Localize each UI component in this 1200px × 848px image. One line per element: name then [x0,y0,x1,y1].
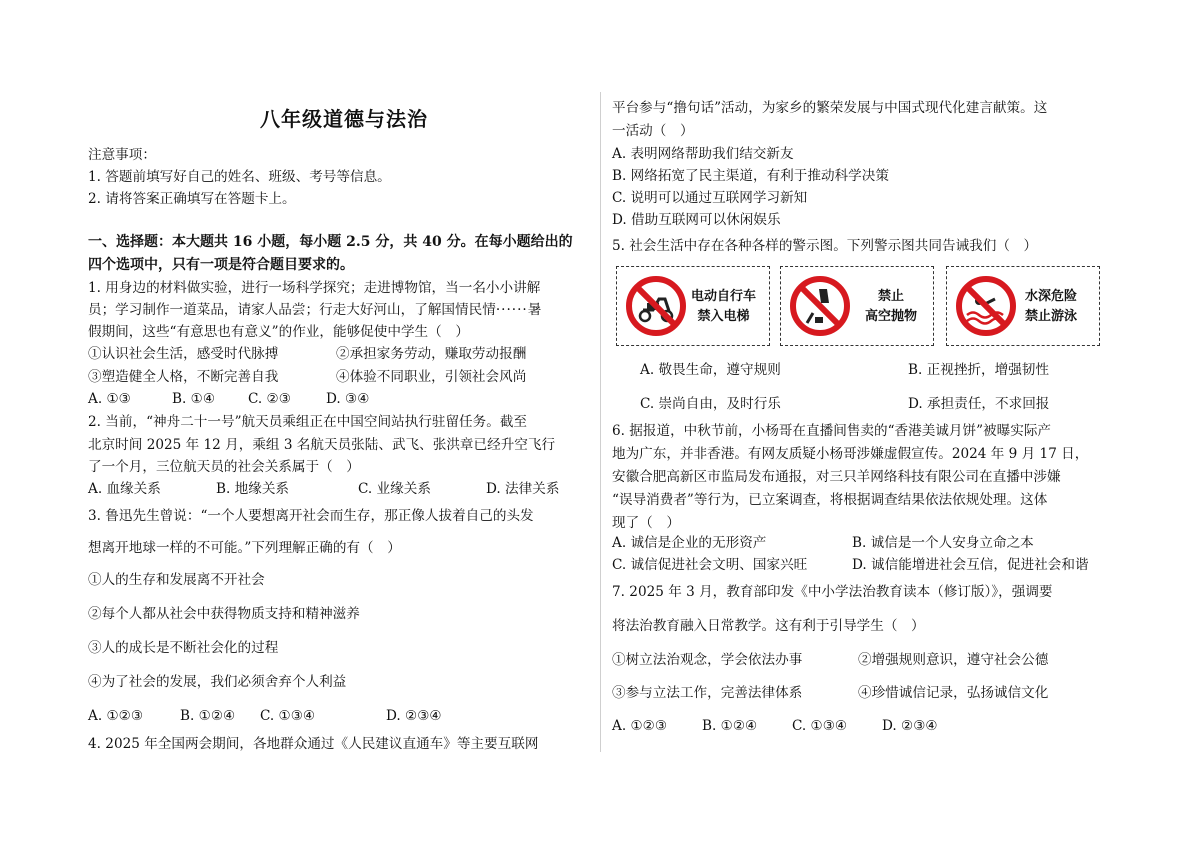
section-heading: 一、选择题：本大题共 16 小题，每小题 2.5 分，共 40 分。在每小题给出的 [88,234,573,250]
option-b: B. 诚信是一个人安身立命之本 [852,535,1034,551]
option-c: C. 诚信促进社会文明、国家兴旺 [612,557,808,573]
option-c: C. ②③ [248,391,291,407]
option-a: A. 表明网络帮助我们结交新友 [612,146,794,162]
option-b: B. 正视挫折，增强韧性 [908,362,1049,378]
ellipsis: ······ [495,302,528,318]
option-d: D. 诚信能增进社会互信，促进社会和谐 [852,557,1089,573]
option-c: C. 业缘关系 [358,481,431,497]
question-3-text: 想离开地球一样的不可能。”下列理解正确的有（ ） [88,540,401,556]
statement: ④体验不同职业，引领社会风尚 [336,369,527,385]
notice-item: 2. 请将答案正确填写在答题卡上。 [88,191,296,207]
question-2-text: 2. 当前，“神舟二十一号”航天员乘组正在中国空间站执行驻留任务。截至 [88,414,528,430]
statement: ④为了社会的发展，我们必须舍弃个人利益 [88,674,347,690]
q1-text-part: 员；学习制作一道菜品，请家人品尝；行走大好河山，了解国情民情 [88,302,496,318]
no-swimming-icon [955,275,1017,337]
sign-caption-line: 禁入电梯 [697,309,750,324]
option-b: B. ①②④ [702,718,758,734]
no-ebike-icon [625,275,687,337]
statement: ①人的生存和发展离不开社会 [88,572,265,588]
question-6-text: 地为广东，并非香港。有网友质疑小杨哥涉嫌虚假宣传。2024 年 9 月 17 日， [612,446,1089,462]
option-d: D. 承担责任，不求回报 [908,396,1050,412]
sign-caption [691,287,756,327]
question-7-text: 将法治教育融入日常教学。这有利于引导学生（ ） [612,618,925,634]
question-4-text: 4. 2025 年全国两会期间，各地群众通过《人民建议直通车》等主要互联网 [88,736,539,752]
option-c: C. 说明可以通过互联网学习新知 [612,190,808,206]
sign-caption-line: 禁止 [878,289,905,304]
option-d: D. 借助互联网可以休闲娱乐 [612,212,781,228]
question-1-text [88,301,541,319]
section-heading: 四个选项中，只有一项是符合题目要求的。 [88,257,354,273]
sign-caption-line: 电动自行车 [691,289,757,304]
question-3-text: 3. 鲁迅先生曾说：“一个人要想离开社会而生存，那正像人拔着自己的头发 [88,508,534,524]
notice-heading: 注意事项： [88,147,156,163]
page-title: 八年级道德与法治 [260,107,428,131]
q1-text-part: 暑 [527,302,542,318]
option-c: C. ①③④ [792,718,848,734]
sign-caption-line: 水深危险 [1025,289,1078,304]
option-d: D. ②③④ [882,718,938,734]
option-b: B. ①④ [172,391,216,407]
question-1-text: 假期间，这些“有意思也有意义”的作业，能够促使中学生（ ） [88,324,469,340]
statement: ③人的成长是不断社会化的过程 [88,640,279,656]
option-b: B. 地缘关系 [216,481,290,497]
option-d: D. 法律关系 [486,481,560,497]
option-a: A. ①②③ [612,718,668,734]
warning-sign-ebike [616,266,770,346]
option-a: A. ①③ [88,391,131,407]
option-c: C. ①③④ [260,708,316,724]
option-b: B. ①②④ [180,708,236,724]
statement: ④珍惜诚信记录，弘扬诚信文化 [858,685,1049,701]
option-a: A. ①②③ [88,708,144,724]
statement: ②增强规则意识，遵守社会公德 [858,652,1049,668]
warning-sign-no-throwing [780,266,934,346]
sign-caption-line: 禁止游泳 [1025,309,1078,324]
question-6-text: 6. 据报道，中秋节前，小杨哥在直播间售卖的“香港美诚月饼”被曝实际产 [612,423,1052,439]
statement: ③参与立法工作，完善法律体系 [612,685,803,701]
warning-sign-no-swimming [946,266,1100,346]
statement: ②每个人都从社会中获得物质支持和精神滋养 [88,606,360,622]
sign-caption-line: 高空抛物 [865,309,918,324]
question-6-text: 安徽合肥高新区市监局发布通报，对三只羊网络科技有限公司在直播中涉嫌 [612,469,1061,485]
statement: ③塑造健全人格，不断完善自我 [88,369,279,385]
option-d: D. ②③④ [386,708,442,724]
statement: ①认识社会生活，感受时代脉搏 [88,346,279,362]
left-column [88,0,596,848]
column-divider [600,92,601,752]
option-b: B. 网络拓宽了民主渠道，有利于推动科学决策 [612,168,889,184]
question-2-text: 了一个月，三位航天员的社会关系属于（ ） [88,459,360,475]
statement: ②承担家务劳动，赚取劳动报酬 [336,346,527,362]
option-a: A. 诚信是企业的无形资产 [612,535,767,551]
question-2-text: 北京时间 2025 年 12 月，乘组 3 名航天员张陆、武飞、张洪章已经升空飞行 [88,437,556,453]
no-littering-icon [789,275,851,337]
option-a: A. 敬畏生命，遵守规则 [640,362,781,378]
question-1-text: 1. 用身边的材料做实验，进行一场科学探究；走进博物馆，当一名小小讲解 [88,280,541,296]
question-5-text: 5. 社会生活中存在各种各样的警示图。下列警示图共同告诫我们（ ） [612,238,1038,254]
sign-caption [865,287,917,327]
question-4-text: 一活动（ ） [612,123,694,139]
statement: ①树立法治观念，学会依法办事 [612,652,803,668]
notice-item: 1. 答题前填写好自己的姓名、班级、考号等信息。 [88,169,391,185]
right-column [612,0,1112,848]
question-7-text: 7. 2025 年 3 月，教育部印发《中小学法治教育读本（修订版）》，强调要 [612,584,1053,600]
option-c: C. 崇尚自由，及时行乐 [640,396,781,412]
option-a: A. 血缘关系 [88,481,161,497]
sign-caption [1025,287,1077,327]
option-d: D. ③④ [326,391,370,407]
question-6-text: 现了（ ） [612,515,680,531]
question-4-text: 平台参与“撸句话”活动，为家乡的繁荣发展与中国式现代化建言献策。这 [612,100,1048,116]
question-6-text: “误导消费者”等行为，已立案调查，将根据调查结果依法依规处理。这体 [612,492,1048,508]
